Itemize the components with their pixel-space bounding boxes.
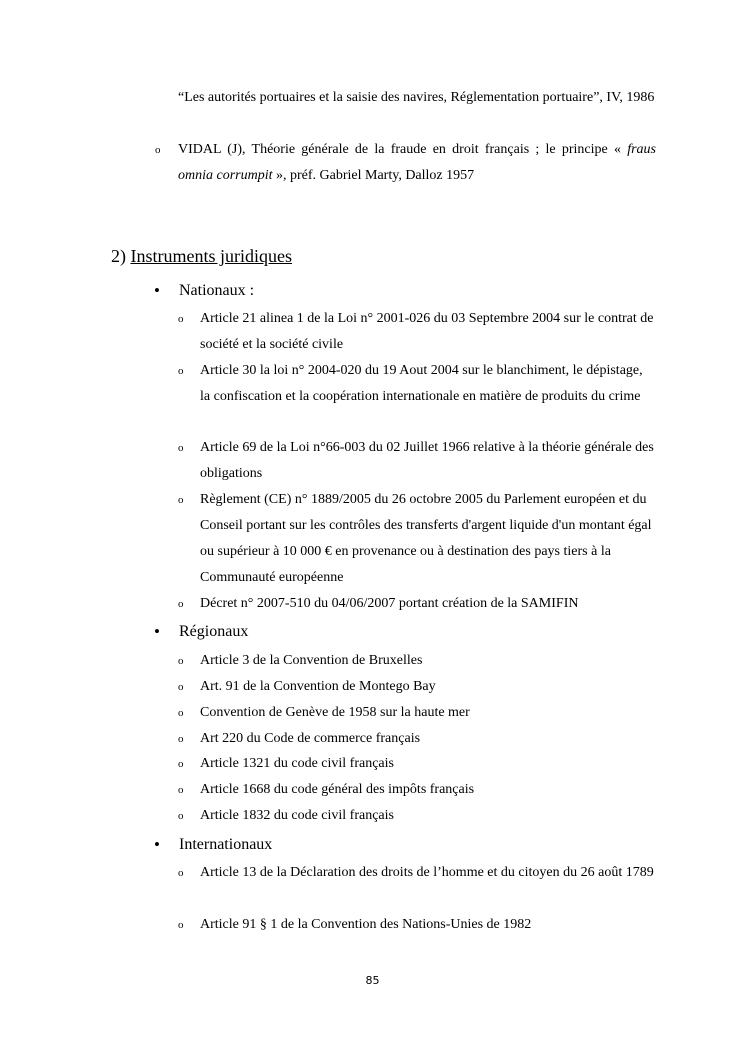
list-item: Article 91 § 1 de la Convention des Nations-Unies de 1982: [200, 917, 532, 932]
reference-vidal-text: », préf. Gabriel Marty, Dalloz 1957: [272, 168, 475, 183]
disc-bullet-icon: •: [154, 835, 160, 854]
reference-vidal: [178, 137, 656, 189]
list-item: Article 1832 du code civil français: [200, 808, 394, 823]
circle-bullet-icon: o: [178, 598, 184, 610]
category-internationaux: Internationaux: [179, 836, 273, 853]
section-heading: [111, 242, 292, 270]
list-item: Art 220 du Code de commerce français: [200, 731, 421, 746]
reference-continuation: “Les autorités portuaires et la saisie des navires, Réglementation portuaire”, IV, 1986: [178, 90, 655, 105]
circle-bullet-icon: o: [178, 313, 184, 325]
disc-bullet-icon: •: [154, 622, 160, 641]
circle-bullet-icon: o: [178, 707, 184, 719]
list-item: Article 69 de la Loi n°66-003 du 02 Juillet 1966 relative à la théorie générale des obligations: [200, 440, 654, 481]
circle-bullet-icon: o: [178, 784, 184, 796]
list-item: Décret n° 2007-510 du 04/06/2007 portant création de la SAMIFIN: [200, 596, 579, 611]
list-item: Article 1321 du code civil français: [200, 756, 394, 771]
circle-bullet-icon: o: [178, 494, 184, 506]
circle-bullet-icon: o: [178, 810, 184, 822]
disc-bullet-icon: •: [154, 281, 160, 300]
circle-bullet-icon: o: [178, 919, 184, 931]
circle-bullet-icon: o: [178, 733, 184, 745]
circle-bullet-icon: o: [178, 365, 184, 377]
circle-bullet-icon: o: [178, 442, 184, 454]
reference-vidal-text: VIDAL (J), Théorie générale de la fraude en droit français ; le principe «: [178, 142, 628, 157]
list-item: Article 3 de la Convention de Bruxelles: [200, 653, 423, 668]
circle-bullet-icon: o: [178, 655, 184, 667]
page-number: 85: [365, 974, 380, 987]
list-item: Article 30 la loi n° 2004-020 du 19 Aout 2004 sur le blanchiment, le dépistage, la confiscation et la coopération internationale en matière de produits du crime: [200, 363, 643, 404]
circle-bullet-icon: o: [178, 681, 184, 693]
category-nationaux: Nationaux :: [179, 282, 255, 299]
section-title: Instruments juridiques: [130, 246, 292, 266]
list-item: Article 21 alinea 1 de la Loi n° 2001-026 du 03 Septembre 2004 sur le contrat de société et la société civile: [200, 311, 654, 352]
section-number: 2): [111, 246, 131, 266]
list-item: Article 13 de la Déclaration des droits de l’homme et du citoyen du 26 août 1789: [200, 865, 654, 880]
circle-bullet-icon: o: [178, 758, 184, 770]
list-item: Article 1668 du code général des impôts français: [200, 782, 475, 797]
circle-bullet-icon: o: [155, 144, 161, 156]
list-item: Art. 91 de la Convention de Montego Bay: [200, 679, 436, 694]
list-item: Convention de Genève de 1958 sur la haute mer: [200, 705, 470, 720]
circle-bullet-icon: o: [178, 867, 184, 879]
reference-vidal-italic: omnia corrumpit: [178, 168, 273, 183]
list-item: Règlement (CE) n° 1889/2005 du 26 octobre 2005 du Parlement européen et du Conseil portant sur les contrôles des transferts d'argent liquide d'un montant égal ou supérieur à 10 000 € en provenance ou à destination des pays tiers à la Communauté européenne: [200, 492, 652, 585]
reference-vidal-italic: fraus: [627, 142, 656, 157]
category-regionaux: Régionaux: [179, 623, 249, 640]
